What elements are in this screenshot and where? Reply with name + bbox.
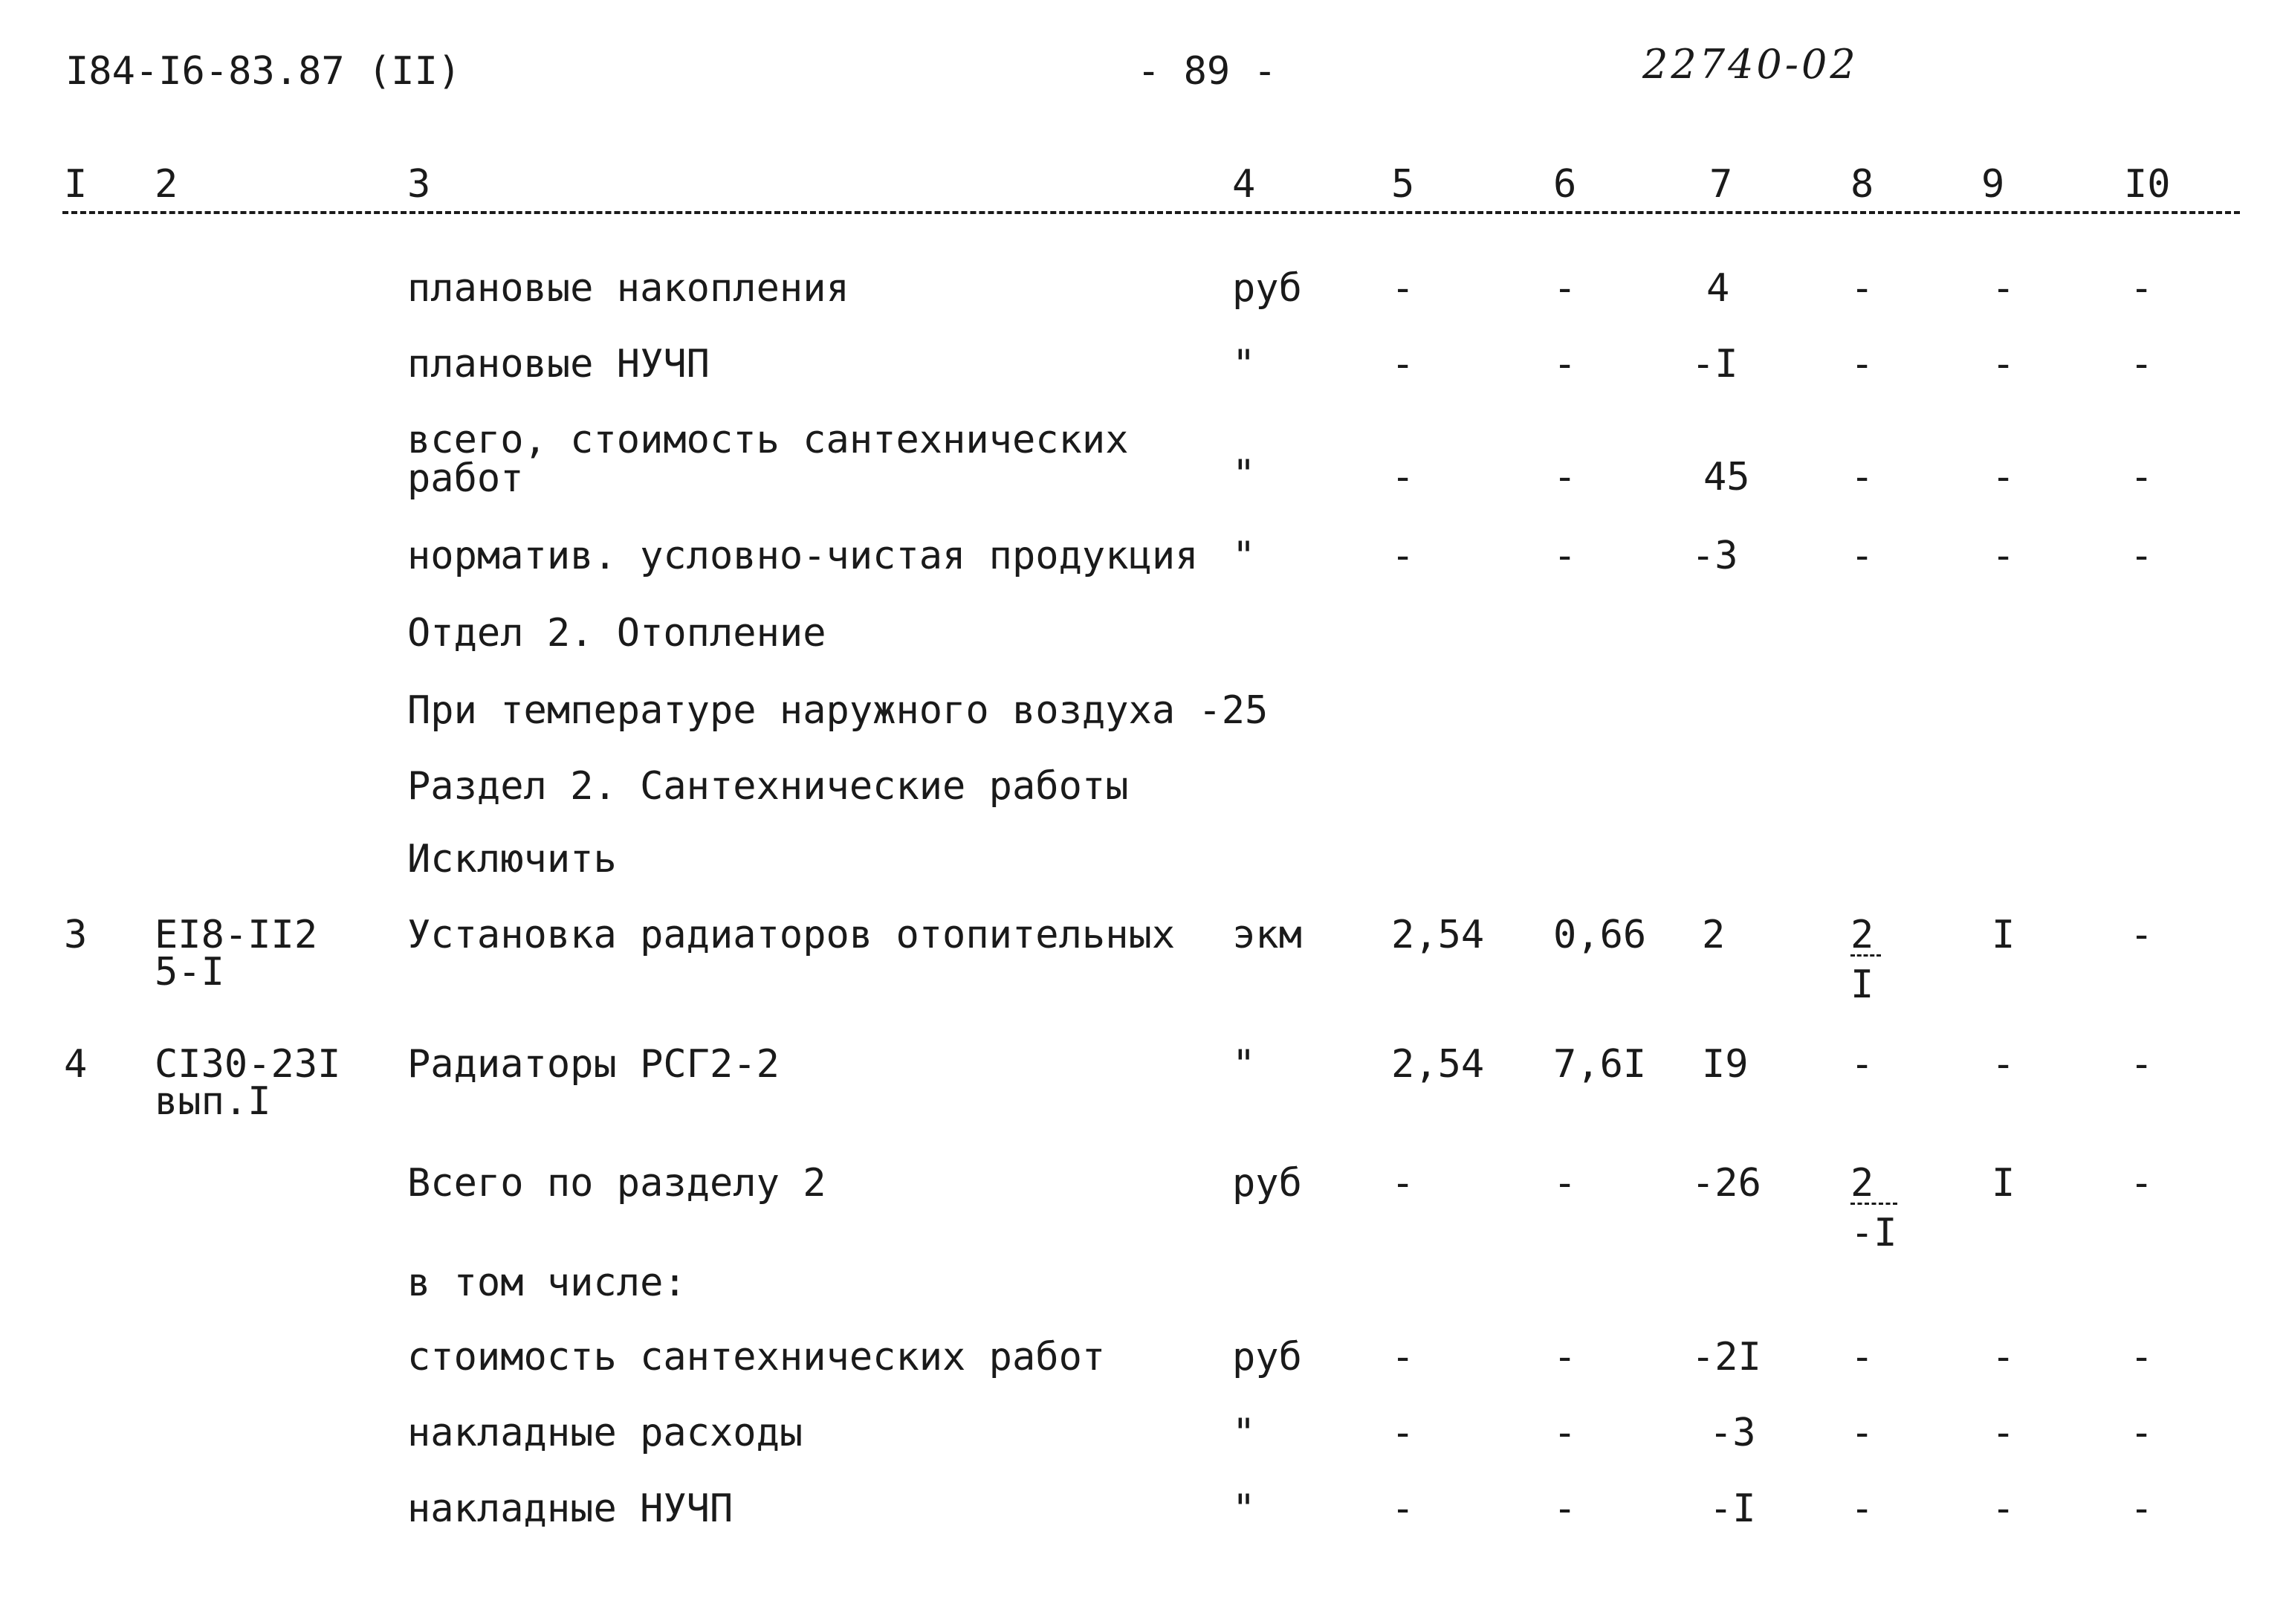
column-header-4: 4 <box>1232 162 1256 207</box>
row-description-line1: всего, стоимость сантехнических <box>407 418 1129 462</box>
row-col5: - <box>1391 1486 1415 1531</box>
row-col7: -3 <box>1691 534 1738 578</box>
row-col5: - <box>1391 266 1415 311</box>
fraction-denominator: I <box>1850 963 1874 1007</box>
fraction-numerator: 2 <box>1850 1164 1897 1205</box>
row-col8: - <box>1850 534 1874 578</box>
row-col8: - <box>1850 342 1874 386</box>
row-unit: " <box>1232 1042 1256 1087</box>
row-col6: 7,6I <box>1553 1042 1647 1087</box>
row-col7: 2 <box>1702 913 1726 957</box>
row-col6: - <box>1553 1486 1577 1531</box>
row-col6: - <box>1553 342 1577 386</box>
row-col10: - <box>2130 1161 2154 1206</box>
fraction-numerator: 2 <box>1850 916 1881 957</box>
row-description: накладные расходы <box>407 1411 803 1455</box>
row-unit: экм <box>1232 913 1302 957</box>
row-col7: -2I <box>1691 1335 1761 1379</box>
row-col6: 0,66 <box>1553 913 1647 957</box>
row-col9: - <box>1992 534 2015 578</box>
handwritten-number: 22740-02 <box>1642 41 1859 88</box>
column-header-5: 5 <box>1391 162 1415 207</box>
row-col6: - <box>1553 534 1577 578</box>
row-col8-fraction <box>1850 1161 1897 1255</box>
item-number: 3 <box>64 913 88 957</box>
row-col10: - <box>2130 342 2154 386</box>
row-col9: - <box>1992 1042 2015 1087</box>
row-col7: I9 <box>1702 1042 1749 1087</box>
row-col8: - <box>1850 455 1874 499</box>
row-description: Установка радиаторов отопительных <box>407 913 1176 957</box>
section-heading-otdel: Отдел 2. Отопление <box>407 611 826 656</box>
row-col9: - <box>1992 1411 2015 1455</box>
page-number: - 89 - <box>1137 49 1277 94</box>
section-temperature: При температуре наружного воздуха -25 <box>407 688 1269 733</box>
row-unit: руб <box>1232 1335 1302 1379</box>
row-col5: - <box>1391 1411 1415 1455</box>
row-col10: - <box>2130 1486 2154 1531</box>
row-col9: I <box>1992 913 2015 957</box>
row-unit: " <box>1232 1411 1256 1455</box>
item-code-line1: CI30-23I <box>155 1042 341 1087</box>
row-col8: - <box>1850 1042 1874 1087</box>
row-col5: 2,54 <box>1391 1042 1485 1087</box>
row-col9: - <box>1992 342 2015 386</box>
row-col5: 2,54 <box>1391 913 1485 957</box>
row-col7: 45 <box>1703 455 1750 499</box>
row-col6: - <box>1553 1411 1577 1455</box>
row-description: плановые накопления <box>407 266 849 311</box>
row-col5: - <box>1391 1161 1415 1206</box>
fraction-denominator: -I <box>1850 1211 1897 1255</box>
row-col8: - <box>1850 266 1874 311</box>
row-col7: -26 <box>1691 1161 1761 1206</box>
item-code-line1: EI8-II2 <box>155 913 318 957</box>
row-description: Радиаторы РСГ2-2 <box>407 1042 780 1087</box>
column-header-7: 7 <box>1709 162 1733 207</box>
row-col8: - <box>1850 1335 1874 1379</box>
column-header-9: 9 <box>1981 162 2005 207</box>
column-header-10: I0 <box>2124 162 2171 207</box>
row-unit: " <box>1232 1486 1256 1531</box>
row-description: норматив. условно-чистая продукция <box>407 534 1199 578</box>
row-col10: - <box>2130 1411 2154 1455</box>
column-header-8: 8 <box>1850 162 1874 207</box>
row-col6: - <box>1553 1161 1577 1206</box>
row-col8-fraction <box>1850 913 1881 1007</box>
row-unit: руб <box>1232 266 1302 311</box>
row-col10: - <box>2130 266 2154 311</box>
row-description: накладные НУЧП <box>407 1486 734 1531</box>
section-heading-razdel: Раздел 2. Сантехнические работы <box>407 764 1129 809</box>
row-col10: - <box>2130 455 2154 499</box>
row-col6: - <box>1553 1335 1577 1379</box>
row-col6: - <box>1553 455 1577 499</box>
item-code-line2: вып.I <box>155 1079 271 1124</box>
section-exclude: Исключить <box>407 837 617 881</box>
row-description: стоимость сантехнических работ <box>407 1335 1106 1379</box>
row-col7: -I <box>1691 342 1738 386</box>
row-col5: - <box>1391 342 1415 386</box>
row-col10: - <box>2130 534 2154 578</box>
row-col5: - <box>1391 455 1415 499</box>
row-col5: - <box>1391 534 1415 578</box>
row-col10: - <box>2130 1335 2154 1379</box>
row-col9: I <box>1992 1161 2015 1206</box>
column-header-3: 3 <box>407 162 431 207</box>
row-description-line2: работ <box>407 456 524 501</box>
column-header-6: 6 <box>1553 162 1577 207</box>
item-code-line2: 5-I <box>155 950 224 994</box>
document-code: I84-I6-83.87 (II) <box>65 49 462 94</box>
row-description: плановые НУЧП <box>407 342 710 386</box>
column-header-2: 2 <box>155 162 178 207</box>
row-col9: - <box>1992 455 2015 499</box>
row-col8: - <box>1850 1411 1874 1455</box>
column-header-1: I <box>64 162 88 207</box>
row-col9: - <box>1992 1335 2015 1379</box>
row-col9: - <box>1992 266 2015 311</box>
row-unit: " <box>1232 452 1256 496</box>
row-col9: - <box>1992 1486 2015 1531</box>
including-label: в том числе: <box>407 1261 687 1305</box>
row-col10: - <box>2130 1042 2154 1087</box>
row-col7: 4 <box>1706 266 1730 311</box>
row-description: Всего по разделу 2 <box>407 1161 826 1206</box>
row-unit: " <box>1232 342 1256 386</box>
row-col10: - <box>2130 913 2154 957</box>
row-col6: - <box>1553 266 1577 311</box>
row-unit: " <box>1232 534 1256 578</box>
row-col8: - <box>1850 1486 1874 1531</box>
row-col7: -I <box>1709 1486 1756 1531</box>
item-number: 4 <box>64 1042 88 1087</box>
header-divider <box>62 211 2240 214</box>
row-unit: руб <box>1232 1161 1302 1206</box>
row-col5: - <box>1391 1335 1415 1379</box>
row-col7: -3 <box>1709 1411 1756 1455</box>
